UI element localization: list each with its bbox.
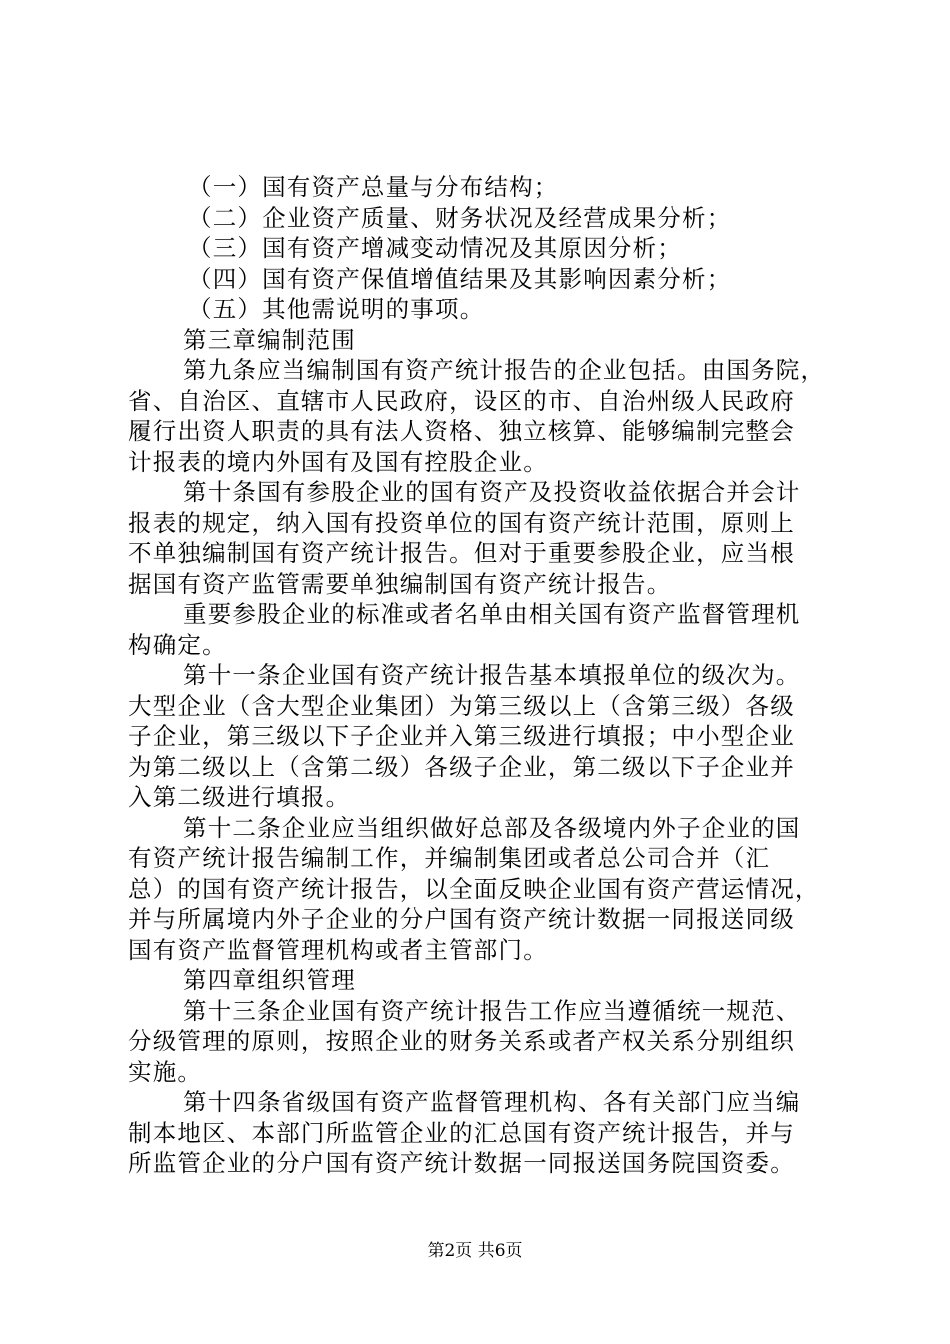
paragraph-line: 第十条国有参股企业的国有资产及投资收益依据合并会计	[183, 478, 801, 506]
paragraph-line: 并与所属境内外子企业的分户国有资产统计数据一同报送同级	[128, 905, 795, 933]
paragraph-line: 第十二条企业应当组织做好总部及各级境内外子企业的国	[183, 813, 801, 842]
paragraph-line: 不单独编制国有资产统计报告。但对于重要参股企业，应当根	[128, 539, 795, 567]
paragraph-line: 制本地区、本部门所监管企业的汇总国有资产统计报告，并与	[128, 1118, 795, 1147]
paragraph-line: 子企业，第三级以下子企业并入第三级进行填报；中小型企业	[128, 722, 795, 750]
paragraph-line: 构确定。	[128, 630, 227, 659]
article-10-paragraph	[128, 477, 838, 599]
paragraph-line: 大型企业（含大型企业集团）为第三级以上（含第三级）各级	[128, 691, 795, 720]
paragraph-line: 第十四条省级国有资产监督管理机构、各有关部门应当编	[183, 1088, 801, 1116]
paragraph-line: 国有资产监督管理机构或者主管部门。	[128, 935, 548, 964]
document-body	[128, 172, 838, 1179]
page-number-footer: 第2页 共6页	[427, 1241, 523, 1261]
article-12-paragraph	[128, 813, 838, 966]
paragraph-line: 履行出资人职责的具有法人资格、独立核算、能够编制完整会	[128, 417, 795, 445]
paragraph-line: 为第二级以上（含第二级）各级子企业，第二级以下子企业并	[128, 752, 795, 781]
article-11-paragraph	[128, 660, 838, 813]
paragraph-line: 报表的规定，纳入国有投资单位的国有资产统计范围，原则上	[128, 508, 795, 537]
paragraph-line: 分级管理的原则，按照企业的财务关系或者产权关系分别组织	[128, 1027, 795, 1055]
list-item: （四）国有资产保值增值结果及其影响因素分析；	[188, 264, 732, 293]
article-14-paragraph	[128, 1087, 838, 1179]
paragraph-line: 实施。	[128, 1057, 203, 1086]
paragraph-line: 有资产统计报告编制工作，并编制集团或者总公司合并（汇	[128, 844, 771, 872]
article-10-note-paragraph	[128, 599, 838, 660]
article-9-paragraph	[128, 355, 838, 477]
list-item: （一）国有资产总量与分布结构；	[188, 173, 559, 201]
paragraph-line: 省、自治区、直辖市人民政府，设区的市、自治州级人民政府	[128, 386, 795, 415]
paragraph-line: 入第二级进行填报。	[128, 783, 351, 811]
list-item: （二）企业资产质量、财务状况及经营成果分析；	[188, 203, 732, 232]
paragraph-line: 据国有资产监管需要单独编制国有资产统计报告。	[128, 569, 672, 598]
paragraph-line: 第九条应当编制国有资产统计报告的企业包括。由国务院，	[183, 356, 826, 384]
paragraph-line: 重要参股企业的标准或者名单由相关国有资产监督管理机	[183, 600, 801, 628]
paragraph-line: 所监管企业的分户国有资产统计数据一同报送国务院国资委。	[128, 1149, 795, 1177]
list-item: （三）国有资产增减变动情况及其原因分析；	[188, 234, 682, 262]
paragraph-line: 总）的国有资产统计报告，以全面反映企业国有资产营运情况，	[128, 874, 820, 903]
paragraph-line: 第十三条企业国有资产统计报告工作应当遵循统一规范、	[183, 996, 801, 1025]
chapter-heading: 第四章组织管理	[183, 966, 356, 994]
chapter-heading: 第三章编制范围	[183, 325, 356, 354]
article-13-paragraph	[128, 996, 838, 1088]
paragraph-line: 计报表的境内外国有及国有控股企业。	[128, 447, 548, 476]
paragraph-line: 第十一条企业国有资产统计报告基本填报单位的级次为。	[183, 661, 801, 689]
list-item: （五）其他需说明的事项。	[188, 295, 485, 323]
